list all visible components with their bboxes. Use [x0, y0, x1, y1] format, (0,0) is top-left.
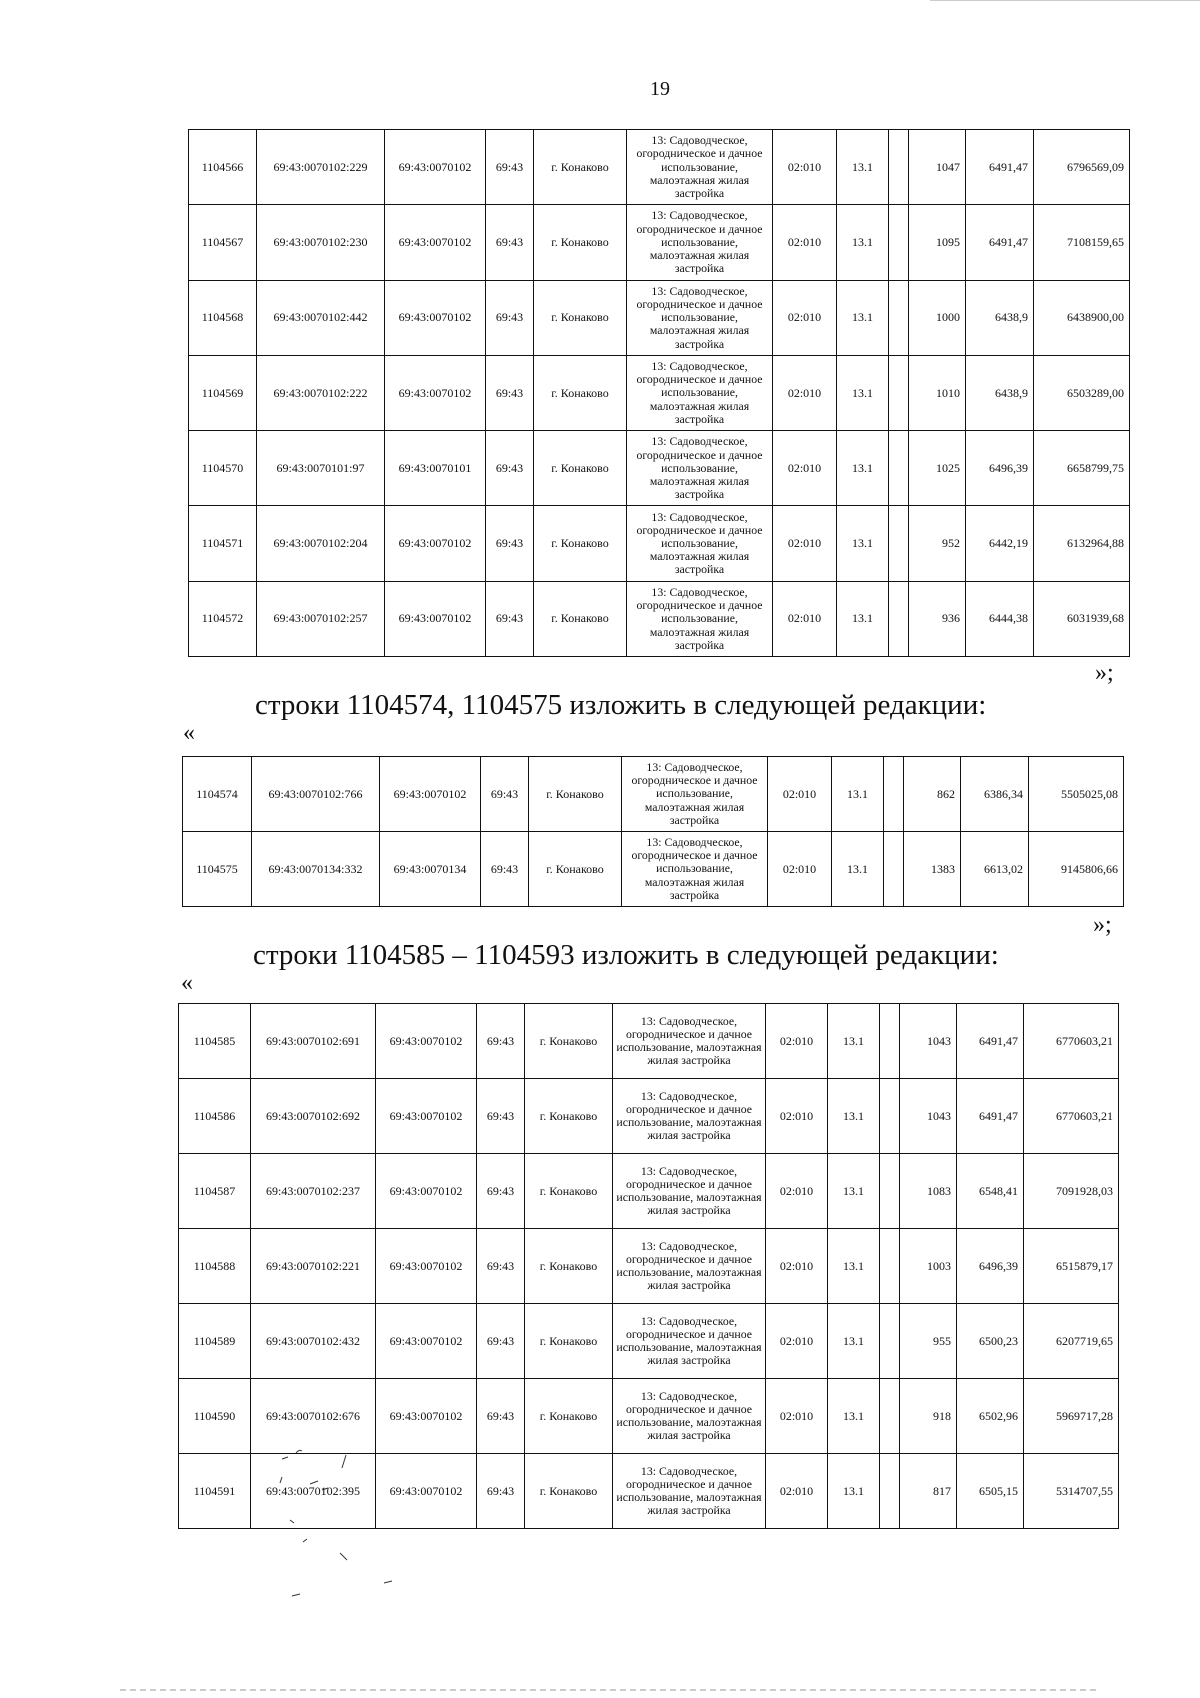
table-row	[189, 280, 1130, 355]
cadastral-value-cell: 5969717,28	[1024, 1379, 1119, 1454]
cadastral-number-cell: 69:43:0070102:442	[257, 280, 385, 355]
empty-cell	[889, 280, 909, 355]
cadastral-value-cell: 6132964,88	[1034, 506, 1130, 581]
rate-cell: 6491,47	[957, 1004, 1024, 1079]
row-id-cell: 1104588	[179, 1229, 251, 1304]
row-id-cell: 1104569	[189, 355, 257, 430]
land-use-cell: 13: Садоводческое, огородническое и дачное использование, малоэтажная жилая застройка	[613, 1229, 766, 1304]
code-cell: 02:010	[766, 1379, 828, 1454]
area-cell: 1010	[909, 355, 966, 430]
row-id-cell: 1104590	[179, 1379, 251, 1454]
table-row	[189, 205, 1130, 280]
locality-cell: г. Конаково	[534, 431, 627, 506]
cadastral-value-cell: 6438900,00	[1034, 280, 1130, 355]
row-id-cell: 1104568	[189, 280, 257, 355]
section-heading-1: строки 1104574, 1104575 изложить в следующей редакции:	[255, 689, 987, 721]
district-cell: 69:43	[477, 1304, 525, 1379]
page-number: 19	[650, 78, 670, 100]
cadastral-number-cell: 69:43:0070102:395	[251, 1454, 376, 1529]
closing-quote-2: »;	[1093, 912, 1112, 938]
cadastral-value-cell: 5505025,08	[1029, 757, 1124, 832]
cadastral-value-cell: 6770603,21	[1024, 1079, 1119, 1154]
table-row	[179, 1379, 1119, 1454]
cadastral-value-cell: 7108159,65	[1034, 205, 1130, 280]
group-cell: 13.1	[828, 1454, 880, 1529]
quarter-cell: 69:43:0070102	[385, 506, 486, 581]
empty-cell	[880, 1229, 900, 1304]
rate-cell: 6613,02	[961, 832, 1029, 907]
group-cell: 13.1	[837, 581, 889, 656]
locality-cell: г. Конаково	[525, 1004, 613, 1079]
district-cell: 69:43	[477, 1454, 525, 1529]
locality-cell: г. Конаково	[525, 1454, 613, 1529]
cadastral-value-cell: 6658799,75	[1034, 431, 1130, 506]
empty-cell	[884, 832, 904, 907]
code-cell: 02:010	[773, 431, 837, 506]
area-cell: 1083	[900, 1154, 957, 1229]
cadastral-number-cell: 69:43:0070102:221	[251, 1229, 376, 1304]
group-cell: 13.1	[837, 280, 889, 355]
code-cell: 02:010	[766, 1004, 828, 1079]
land-use-cell: 13: Садоводческое, огородническое и дачное использование, малоэтажная жилая застройка	[613, 1304, 766, 1379]
group-cell: 13.1	[828, 1154, 880, 1229]
row-id-cell: 1104571	[189, 506, 257, 581]
table-row	[189, 431, 1130, 506]
row-id-cell: 1104575	[183, 832, 252, 907]
rate-cell: 6496,39	[957, 1229, 1024, 1304]
locality-cell: г. Конаково	[525, 1304, 613, 1379]
locality-cell: г. Конаково	[525, 1379, 613, 1454]
cadastral-number-cell: 69:43:0070102:257	[257, 581, 385, 656]
land-use-cell: 13: Садоводческое, огородническое и дачное использование, малоэтажная жилая застройка	[613, 1079, 766, 1154]
code-cell: 02:010	[768, 832, 832, 907]
locality-cell: г. Конаково	[534, 205, 627, 280]
land-use-cell: 13: Садоводческое, огородническое и дачное использование, малоэтажная жилая застройка	[627, 431, 773, 506]
district-cell: 69:43	[481, 757, 529, 832]
cadastral-number-cell: 69:43:0070102:766	[252, 757, 380, 832]
locality-cell: г. Конаково	[534, 280, 627, 355]
empty-cell	[880, 1079, 900, 1154]
area-cell: 1000	[909, 280, 966, 355]
cadastral-value-cell: 6503289,00	[1034, 355, 1130, 430]
table-row	[183, 832, 1124, 907]
opening-quote-1: «	[183, 720, 195, 746]
empty-cell	[880, 1154, 900, 1229]
rate-cell: 6438,9	[966, 355, 1034, 430]
quarter-cell: 69:43:0070102	[385, 280, 486, 355]
quarter-cell: 69:43:0070101	[385, 431, 486, 506]
table-row	[189, 506, 1130, 581]
quarter-cell: 69:43:0070102	[385, 355, 486, 430]
rate-cell: 6491,47	[966, 205, 1034, 280]
land-use-cell: 13: Садоводческое, огородническое и дачное использование, малоэтажная жилая застройка	[622, 757, 768, 832]
area-cell: 1383	[904, 832, 961, 907]
area-cell: 1095	[909, 205, 966, 280]
empty-cell	[889, 431, 909, 506]
quarter-cell: 69:43:0070102	[376, 1004, 477, 1079]
land-use-cell: 13: Садоводческое, огородническое и дачное использование, малоэтажная жилая застройка	[627, 355, 773, 430]
district-cell: 69:43	[477, 1379, 525, 1454]
cadastral-number-cell: 69:43:0070102:691	[251, 1004, 376, 1079]
cadastral-number-cell: 69:43:0070102:222	[257, 355, 385, 430]
locality-cell: г. Конаково	[525, 1079, 613, 1154]
rate-cell: 6491,47	[957, 1079, 1024, 1154]
district-cell: 69:43	[486, 130, 534, 205]
district-cell: 69:43	[477, 1079, 525, 1154]
empty-cell	[884, 757, 904, 832]
closing-quote-1: »;	[1095, 660, 1114, 686]
table-3	[178, 1003, 1119, 1529]
cadastral-number-cell: 69:43:0070102:432	[251, 1304, 376, 1379]
group-cell: 13.1	[832, 757, 884, 832]
quarter-cell: 69:43:0070102	[376, 1229, 477, 1304]
cadastral-value-cell: 6515879,17	[1024, 1229, 1119, 1304]
area-cell: 1047	[909, 130, 966, 205]
quarter-cell: 69:43:0070102	[376, 1079, 477, 1154]
cadastral-number-cell: 69:43:0070102:229	[257, 130, 385, 205]
locality-cell: г. Конаково	[525, 1229, 613, 1304]
quarter-cell: 69:43:0070102	[376, 1454, 477, 1529]
table-row	[189, 130, 1130, 205]
empty-cell	[889, 130, 909, 205]
land-use-cell: 13: Садоводческое, огородническое и дачное использование, малоэтажная жилая застройка	[627, 581, 773, 656]
area-cell: 918	[900, 1379, 957, 1454]
district-cell: 69:43	[486, 205, 534, 280]
table-row	[183, 757, 1124, 832]
table-row	[179, 1454, 1119, 1529]
code-cell: 02:010	[773, 205, 837, 280]
row-id-cell: 1104574	[183, 757, 252, 832]
code-cell: 02:010	[773, 355, 837, 430]
area-cell: 1003	[900, 1229, 957, 1304]
locality-cell: г. Конаково	[534, 581, 627, 656]
table-row	[179, 1004, 1119, 1079]
group-cell: 13.1	[828, 1004, 880, 1079]
empty-cell	[880, 1304, 900, 1379]
group-cell: 13.1	[828, 1079, 880, 1154]
district-cell: 69:43	[481, 832, 529, 907]
rate-cell: 6442,19	[966, 506, 1034, 581]
quarter-cell: 69:43:0070102	[376, 1154, 477, 1229]
rate-cell: 6438,9	[966, 280, 1034, 355]
area-cell: 936	[909, 581, 966, 656]
area-cell: 952	[909, 506, 966, 581]
code-cell: 02:010	[768, 757, 832, 832]
code-cell: 02:010	[766, 1079, 828, 1154]
district-cell: 69:43	[486, 506, 534, 581]
table-row	[189, 355, 1130, 430]
group-cell: 13.1	[837, 506, 889, 581]
empty-cell	[889, 581, 909, 656]
area-cell: 1043	[900, 1079, 957, 1154]
locality-cell: г. Конаково	[534, 506, 627, 581]
code-cell: 02:010	[766, 1454, 828, 1529]
opening-quote-2: «	[181, 970, 193, 996]
group-cell: 13.1	[837, 130, 889, 205]
rate-cell: 6496,39	[966, 431, 1034, 506]
area-cell: 1043	[900, 1004, 957, 1079]
rate-cell: 6502,96	[957, 1379, 1024, 1454]
table-row	[179, 1154, 1119, 1229]
row-id-cell: 1104567	[189, 205, 257, 280]
area-cell: 955	[900, 1304, 957, 1379]
quarter-cell: 69:43:0070102	[385, 205, 486, 280]
row-id-cell: 1104586	[179, 1079, 251, 1154]
row-id-cell: 1104572	[189, 581, 257, 656]
rate-cell: 6500,23	[957, 1304, 1024, 1379]
land-use-cell: 13: Садоводческое, огородническое и дачное использование, малоэтажная жилая застройка	[627, 205, 773, 280]
district-cell: 69:43	[486, 581, 534, 656]
code-cell: 02:010	[773, 130, 837, 205]
cadastral-value-cell: 6770603,21	[1024, 1004, 1119, 1079]
rate-cell: 6444,38	[966, 581, 1034, 656]
land-use-cell: 13: Садоводческое, огородническое и дачное использование, малоэтажная жилая застройка	[622, 832, 768, 907]
rate-cell: 6548,41	[957, 1154, 1024, 1229]
cadastral-number-cell: 69:43:0070102:237	[251, 1154, 376, 1229]
group-cell: 13.1	[828, 1229, 880, 1304]
section-heading-2: строки 1104585 – 1104593 изложить в следующей редакции:	[253, 939, 999, 971]
row-id-cell: 1104587	[179, 1154, 251, 1229]
row-id-cell: 1104566	[189, 130, 257, 205]
row-id-cell: 1104570	[189, 431, 257, 506]
group-cell: 13.1	[837, 205, 889, 280]
code-cell: 02:010	[766, 1154, 828, 1229]
cadastral-value-cell: 6796569,09	[1034, 130, 1130, 205]
group-cell: 13.1	[828, 1304, 880, 1379]
empty-cell	[889, 205, 909, 280]
cadastral-number-cell: 69:43:0070134:332	[252, 832, 380, 907]
quarter-cell: 69:43:0070102	[385, 130, 486, 205]
row-id-cell: 1104589	[179, 1304, 251, 1379]
locality-cell: г. Конаково	[534, 355, 627, 430]
group-cell: 13.1	[832, 832, 884, 907]
area-cell: 1025	[909, 431, 966, 506]
locality-cell: г. Конаково	[529, 832, 622, 907]
row-id-cell: 1104591	[179, 1454, 251, 1529]
cadastral-number-cell: 69:43:0070102:692	[251, 1079, 376, 1154]
land-use-cell: 13: Садоводческое, огородническое и дачное использование, малоэтажная жилая застройка	[613, 1454, 766, 1529]
rate-cell: 6505,15	[957, 1454, 1024, 1529]
rate-cell: 6386,34	[961, 757, 1029, 832]
code-cell: 02:010	[773, 506, 837, 581]
code-cell: 02:010	[766, 1229, 828, 1304]
cadastral-number-cell: 69:43:0070102:230	[257, 205, 385, 280]
code-cell: 02:010	[773, 280, 837, 355]
locality-cell: г. Конаково	[529, 757, 622, 832]
cadastral-value-cell: 5314707,55	[1024, 1454, 1119, 1529]
district-cell: 69:43	[477, 1154, 525, 1229]
land-use-cell: 13: Садоводческое, огородническое и дачное использование, малоэтажная жилая застройка	[627, 506, 773, 581]
table-row	[179, 1229, 1119, 1304]
empty-cell	[880, 1004, 900, 1079]
land-use-cell: 13: Садоводческое, огородническое и дачное использование, малоэтажная жилая застройка	[613, 1379, 766, 1454]
locality-cell: г. Конаково	[534, 130, 627, 205]
district-cell: 69:43	[486, 431, 534, 506]
empty-cell	[889, 355, 909, 430]
district-cell: 69:43	[477, 1229, 525, 1304]
table-1	[188, 129, 1130, 657]
code-cell: 02:010	[766, 1304, 828, 1379]
land-use-cell: 13: Садоводческое, огородническое и дачное использование, малоэтажная жилая застройка	[613, 1154, 766, 1229]
cadastral-number-cell: 69:43:0070102:204	[257, 506, 385, 581]
empty-cell	[880, 1379, 900, 1454]
cadastral-value-cell: 6031939,68	[1034, 581, 1130, 656]
cadastral-number-cell: 69:43:0070101:97	[257, 431, 385, 506]
area-cell: 862	[904, 757, 961, 832]
cadastral-value-cell: 9145806,66	[1029, 832, 1124, 907]
district-cell: 69:43	[486, 355, 534, 430]
empty-cell	[880, 1454, 900, 1529]
empty-cell	[889, 506, 909, 581]
district-cell: 69:43	[486, 280, 534, 355]
quarter-cell: 69:43:0070102	[385, 581, 486, 656]
cadastral-value-cell: 7091928,03	[1024, 1154, 1119, 1229]
code-cell: 02:010	[773, 581, 837, 656]
table-row	[179, 1304, 1119, 1379]
area-cell: 817	[900, 1454, 957, 1529]
cadastral-value-cell: 6207719,65	[1024, 1304, 1119, 1379]
rate-cell: 6491,47	[966, 130, 1034, 205]
quarter-cell: 69:43:0070102	[380, 757, 481, 832]
land-use-cell: 13: Садоводческое, огородническое и дачное использование, малоэтажная жилая застройка	[627, 130, 773, 205]
row-id-cell: 1104585	[179, 1004, 251, 1079]
table-row	[179, 1079, 1119, 1154]
locality-cell: г. Конаково	[525, 1154, 613, 1229]
cadastral-number-cell: 69:43:0070102:676	[251, 1379, 376, 1454]
land-use-cell: 13: Садоводческое, огородническое и дачное использование, малоэтажная жилая застройка	[613, 1004, 766, 1079]
group-cell: 13.1	[837, 355, 889, 430]
district-cell: 69:43	[477, 1004, 525, 1079]
quarter-cell: 69:43:0070134	[380, 832, 481, 907]
group-cell: 13.1	[837, 431, 889, 506]
group-cell: 13.1	[828, 1379, 880, 1454]
land-use-cell: 13: Садоводческое, огородническое и дачное использование, малоэтажная жилая застройка	[627, 280, 773, 355]
table-row	[189, 581, 1130, 656]
quarter-cell: 69:43:0070102	[376, 1304, 477, 1379]
table-2	[182, 756, 1124, 907]
quarter-cell: 69:43:0070102	[376, 1379, 477, 1454]
